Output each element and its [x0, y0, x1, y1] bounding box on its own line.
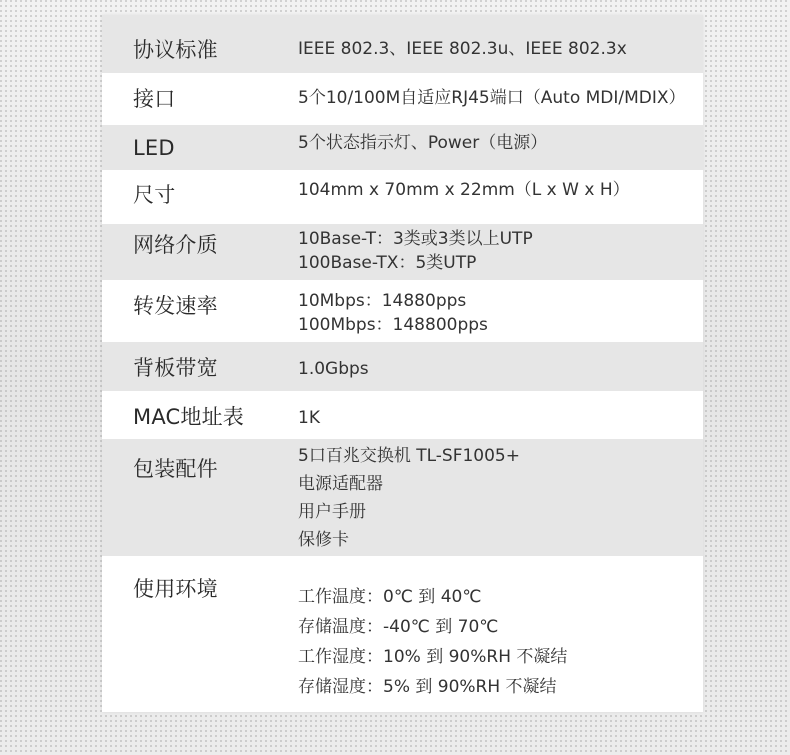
spec-value — [298, 131, 547, 155]
spec-value — [298, 86, 686, 110]
spec-value-line: 存储湿度：5% 到 90%RH 不凝结 — [298, 677, 557, 697]
spec-value-line: 工作湿度：10% 到 90%RH 不凝结 — [298, 647, 568, 667]
spec-row-led — [102, 125, 703, 170]
spec-row-size — [102, 170, 703, 224]
spec-value-line: 5口百兆交换机 TL-SF1005+ — [298, 446, 520, 466]
spec-value — [298, 178, 630, 202]
spec-label: 使用环境 — [133, 577, 218, 601]
spec-value-line: 10Mbps：14880pps — [298, 291, 467, 311]
spec-label: 网络介质 — [133, 233, 218, 257]
spec-label: 尺寸 — [133, 183, 176, 207]
spec-label: 背板带宽 — [133, 356, 218, 380]
spec-row-environment — [102, 556, 703, 712]
spec-value — [298, 582, 567, 702]
spec-value-line: 1.0Gbps — [298, 359, 369, 379]
spec-value — [298, 442, 520, 554]
spec-value-line: IEEE 802.3、IEEE 802.3u、IEEE 802.3x — [298, 39, 627, 59]
spec-value-line: 存储温度：-40℃ 到 70℃ — [298, 617, 499, 637]
spec-label: 协议标准 — [133, 38, 218, 62]
spec-row-media — [102, 224, 703, 280]
spec-row-package — [102, 439, 703, 556]
spec-row-protocol — [102, 15, 703, 73]
spec-row-interface — [102, 73, 703, 125]
spec-label: MAC地址表 — [133, 405, 244, 429]
spec-value — [298, 37, 627, 61]
spec-row-mac — [102, 391, 703, 439]
spec-value-line: 10Base-T：3类或3类以上UTP — [298, 229, 533, 249]
spec-value-line: 104mm x 70mm x 22mm（L x W x H） — [298, 180, 630, 200]
spec-value-line: 5个10/100M自适应RJ45端口（Auto MDI/MDIX） — [298, 88, 686, 108]
spec-table — [102, 15, 703, 712]
spec-value — [298, 357, 369, 381]
spec-row-backplane — [102, 342, 703, 391]
spec-label: LED — [133, 136, 175, 160]
spec-value-line: 100Base-TX：5类UTP — [298, 253, 477, 273]
spec-label: 接口 — [133, 87, 176, 111]
spec-row-forwarding — [102, 280, 703, 342]
spec-label: 转发速率 — [133, 294, 218, 318]
spec-value-line: 100Mbps：148800pps — [298, 315, 488, 335]
spec-value-line: 5个状态指示灯、Power（电源） — [298, 133, 548, 153]
spec-value — [298, 406, 320, 430]
spec-value — [298, 227, 533, 275]
spec-value — [298, 289, 488, 337]
spec-value-line: 保修卡 — [298, 530, 349, 550]
spec-value-line: 电源适配器 — [298, 474, 383, 494]
spec-value-line: 用户手册 — [298, 502, 366, 522]
spec-value-line: 1K — [298, 408, 320, 428]
spec-value-line: 工作温度：0℃ 到 40℃ — [298, 587, 482, 607]
spec-label: 包装配件 — [133, 457, 218, 481]
